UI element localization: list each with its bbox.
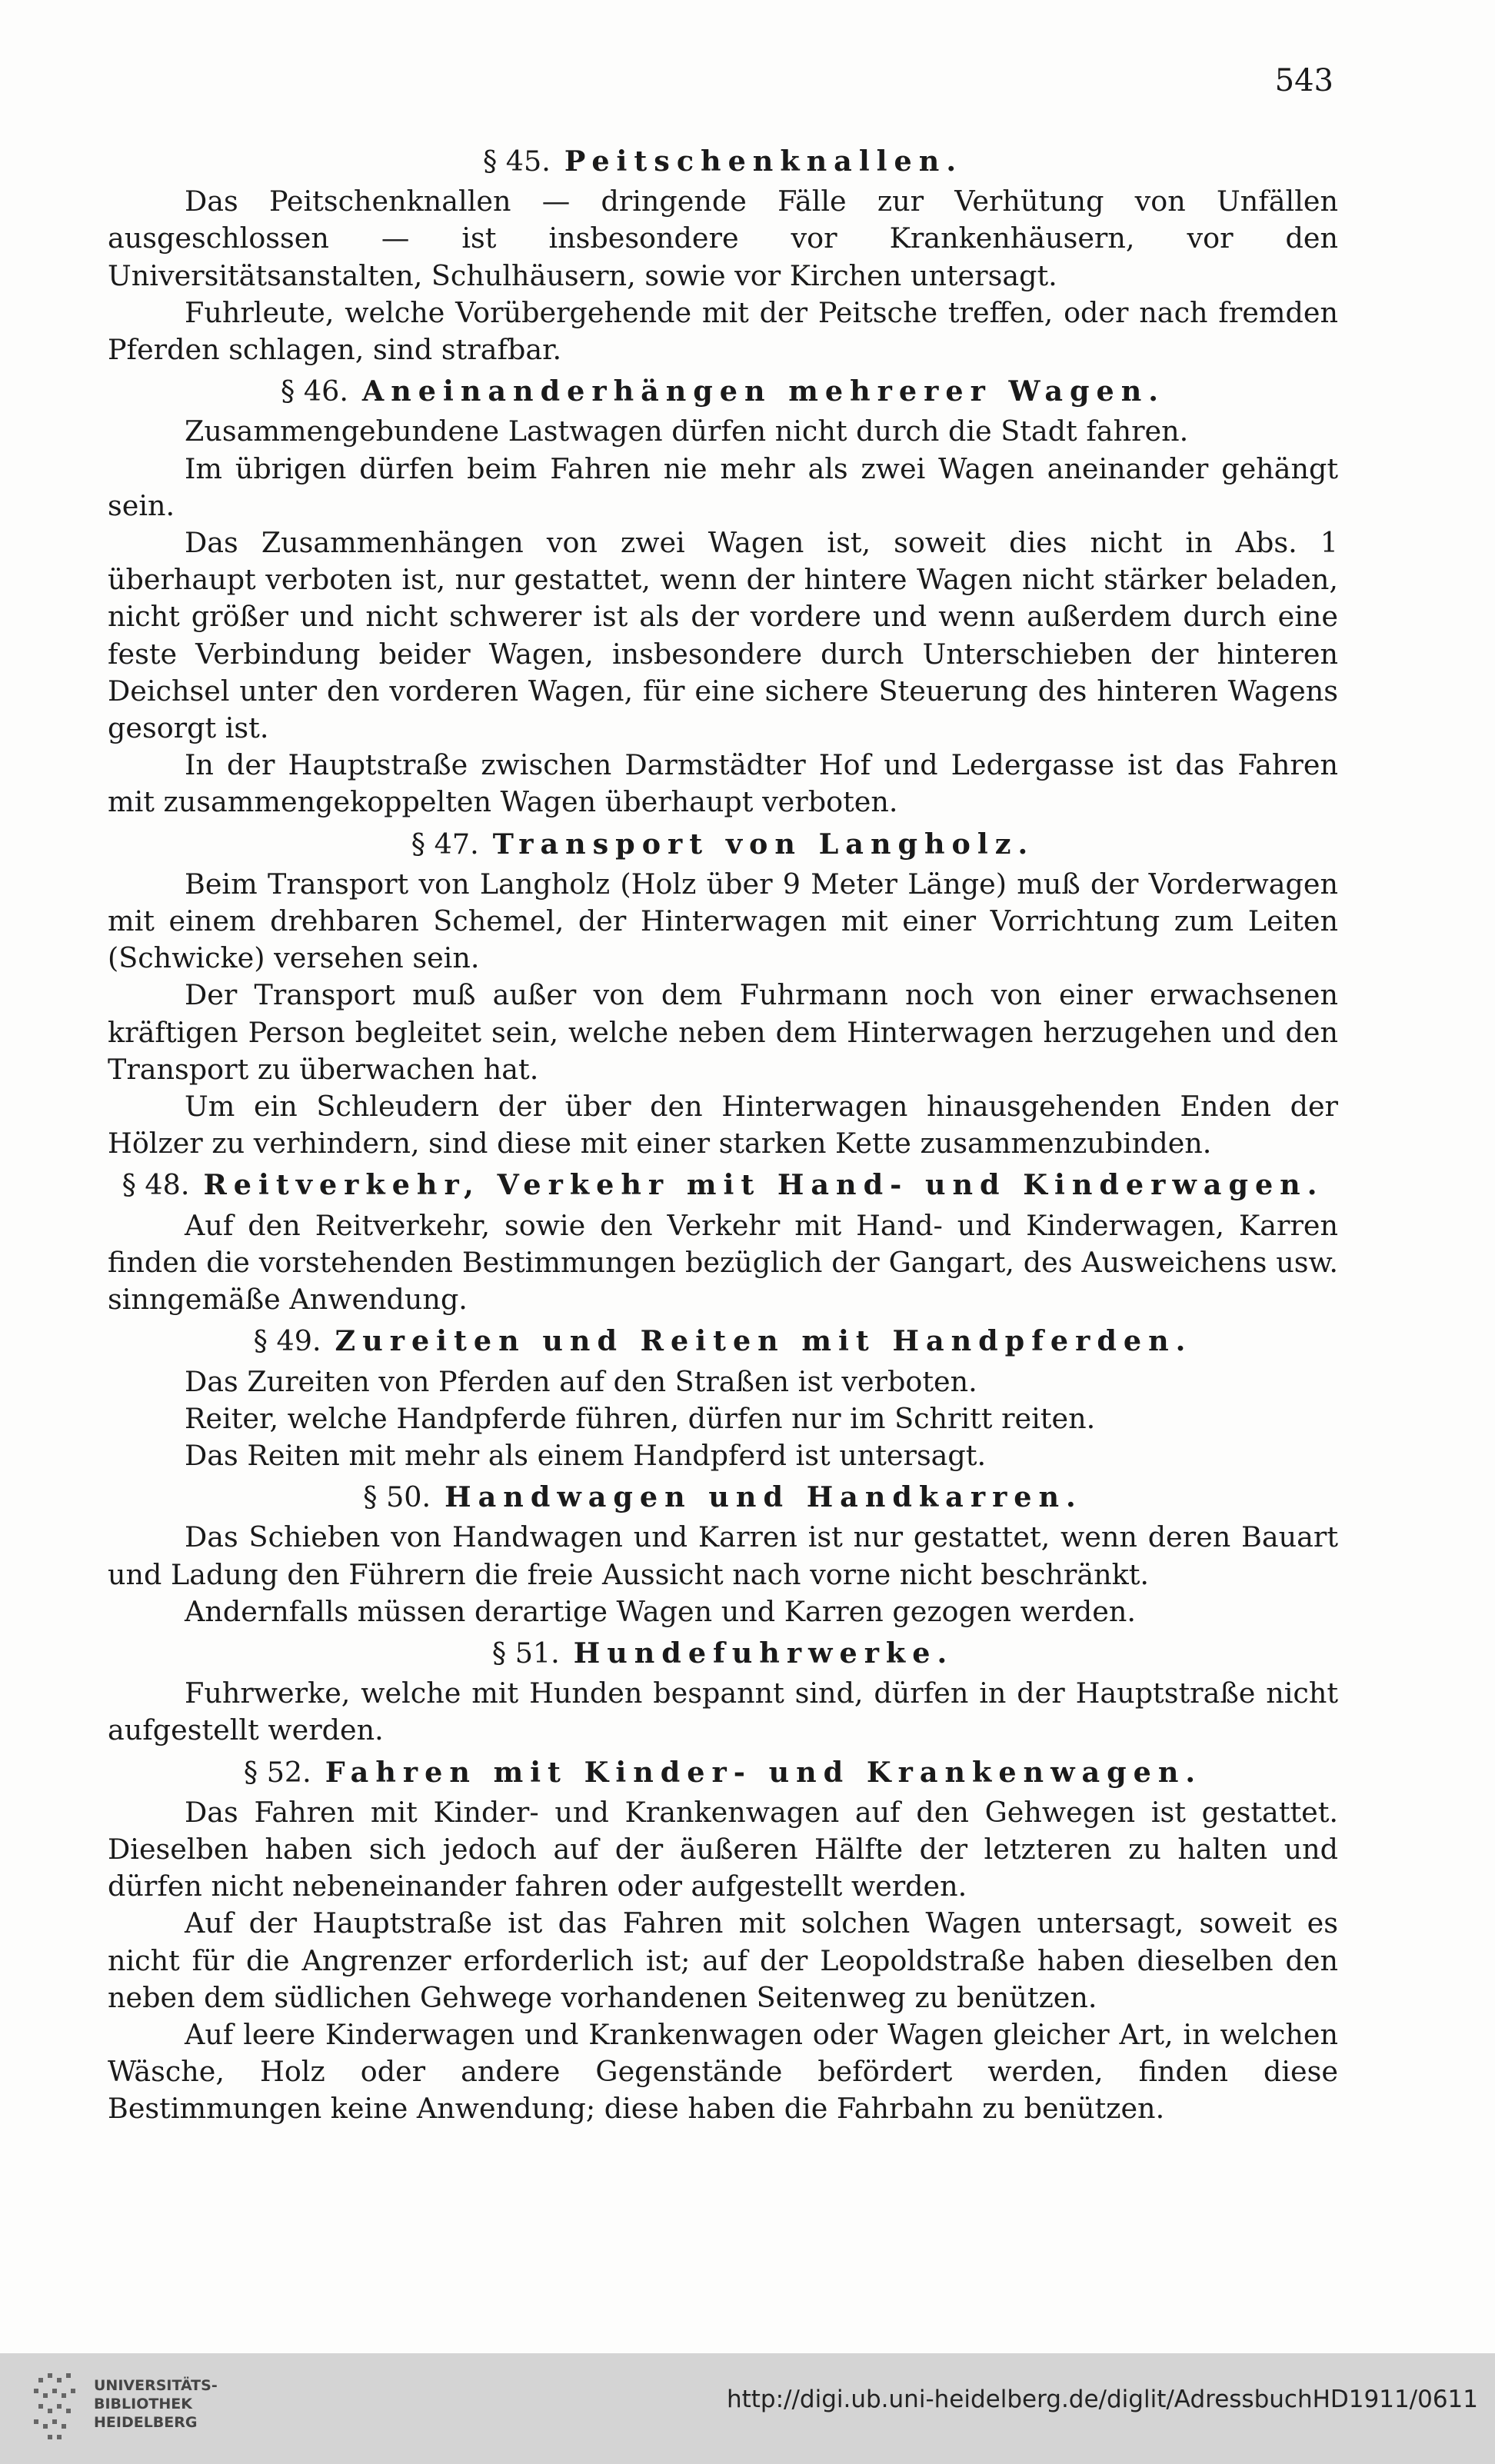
section-title: Handwagen und Handkarren.: [445, 1480, 1083, 1514]
section-number: § 50.: [363, 1480, 431, 1514]
university-seal-icon: [31, 2370, 85, 2444]
section-heading: [108, 1479, 1338, 1516]
paragraph: In der Hauptstraße zwischen Darmstädter Hof und Ledergasse ist das Fahren mit zusammengekoppelten Wagen überhaupt verboten.: [108, 748, 1338, 819]
paragraph: Fuhrleute, welche Vorübergehende mit der Peitsche treffen, oder nach fremden Pferden schlagen, sind strafbar.: [108, 295, 1338, 367]
section-heading: [108, 1754, 1338, 1791]
section-title: Hundefuhrwerke.: [573, 1636, 954, 1670]
paragraph: Reiter, welche Handpferde führen, dürfen nur im Schritt reiten.: [185, 1401, 1096, 1435]
paragraph: Auf leere Kinderwagen und Krankenwagen oder Wagen gleicher Art, in welchen Wäsche, Holz oder andere Gegenstände befördert werden, finden diese Bestimmungen keine Anwendung; diese haben die Fahrbahn zu benützen.: [108, 2017, 1338, 2126]
paragraph: Das Zusammenhängen von zwei Wagen ist, soweit dies nicht in Abs. 1 überhaupt verboten ist, nur gestattet, wenn der hintere Wagen nicht stärker beladen, nicht größer und nicht schwerer ist als der vordere und wenn außerdem durch eine feste Verbindung beider Wagen, insbesondere durch Unterschieben der hinteren Deichsel unter den vorderen Wagen, für eine sichere Steuerung des hinteren Wagens gesorgt ist.: [108, 526, 1338, 745]
section-title: Fahren mit Kinder- und Krankenwagen.: [325, 1755, 1203, 1789]
paragraph: Das Reiten mit mehr als einem Handpferd ist untersagt.: [185, 1438, 987, 1472]
section-title: Aneinanderhängen mehrerer Wagen.: [361, 375, 1165, 408]
paragraph: Fuhrwerke, welche mit Hunden bespannt sind, dürfen in der Hauptstraße nicht aufgestellt werden.: [108, 1677, 1338, 1747]
section-title: Transport von Langholz.: [492, 827, 1035, 861]
logo-line: UNIVERSITÄTS-: [94, 2377, 218, 2394]
section-title: Reitverkehr, Verkehr mit Hand- und Kinderwagen.: [203, 1168, 1324, 1202]
logo-line: BIBLIOTHEK: [94, 2396, 192, 2412]
logo-line: HEIDELBERG: [94, 2414, 198, 2431]
paragraph: Zusammengebundene Lastwagen dürfen nicht durch die Stadt fahren.: [185, 415, 1189, 448]
section-title: Peitschenknallen.: [564, 145, 964, 178]
paragraph: Auf den Reitverkehr, sowie den Verkehr mit Hand- und Kinderwagen, Karren finden die vorstehenden Bestimmungen bezüglich der Gangart, des Ausweichens usw. sinngemäße Anwendung.: [108, 1208, 1338, 1317]
document-body: [108, 138, 1338, 2128]
section-heading: [108, 826, 1338, 863]
paragraph: Das Fahren mit Kinder- und Krankenwagen auf den Gehwegen ist gestattet. Dieselben haben sich jedoch auf der äußeren Hälfte der letzteren zu halten und dürfen nicht nebeneinander fahren oder aufgestellt werden.: [108, 1795, 1338, 1903]
footer-bar: [0, 2353, 1495, 2464]
paragraph: Im übrigen dürfen beim Fahren nie mehr als zwei Wagen aneinander gehängt sein.: [108, 451, 1338, 522]
paragraph: Das Zureiten von Pferden auf den Straßen ist verboten.: [185, 1364, 977, 1398]
page-number: 543: [1274, 63, 1334, 98]
section-heading: [108, 143, 1338, 180]
paragraph: Das Schieben von Handwagen und Karren ist nur gestattet, wenn deren Bauart und Ladung den Führern die freie Aussicht nach vorne nicht beschränkt.: [108, 1520, 1338, 1591]
paragraph: Der Transport muß außer von dem Fuhrmann noch von einer erwachsenen kräftigen Person begleitet sein, welche neben dem Hinterwagen herzugehen und den Transport zu überwachen hat.: [108, 978, 1338, 1086]
section-heading: [108, 373, 1338, 410]
section-number: § 48.: [122, 1168, 190, 1202]
paragraph: Um ein Schleudern der über den Hinterwagen hinausgehenden Enden der Hölzer zu verhindern, sind diese mit einer starken Kette zusammenzubinden.: [108, 1090, 1338, 1160]
section-heading: [108, 1167, 1338, 1204]
section-number: § 45.: [482, 145, 551, 178]
section-heading: [108, 1323, 1338, 1360]
section-number: § 52.: [243, 1755, 311, 1789]
library-logo-text: [94, 2376, 218, 2432]
section-number: § 49.: [253, 1324, 321, 1358]
section-heading: [108, 1635, 1338, 1672]
section-title: Zureiten und Reiten mit Handpferden.: [335, 1324, 1193, 1358]
source-url-link[interactable]: http://digi.ub.uni-heidelberg.de/diglit/AdressbuchHD1911/0611: [726, 2386, 1478, 2413]
paragraph: Das Peitschenknallen — dringende Fälle zur Verhütung von Unfällen ausgeschlossen — ist insbesondere vor Krankenhäusern, vor den Universitätsanstalten, Schulhäusern, sowie vor Kirchen untersagt.: [108, 185, 1338, 292]
section-number: § 51.: [491, 1636, 560, 1670]
section-number: § 47.: [411, 827, 479, 861]
paragraph: Auf der Hauptstraße ist das Fahren mit solchen Wagen untersagt, soweit es nicht für die Angrenzer erforderlich ist; auf der Leopoldstraße haben dieselben den neben dem südlichen Gehwege vorhandenen Seitenweg zu benützen.: [108, 1906, 1338, 2014]
section-number: § 46.: [281, 375, 348, 408]
paragraph: Andernfalls müssen derartige Wagen und Karren gezogen werden.: [185, 1594, 1136, 1628]
paragraph: Beim Transport von Langholz (Holz über 9 Meter Länge) muß der Vorderwagen mit einem drehbaren Schemel, der Hinterwagen mit einer Vorrichtung zum Leiten (Schwicke) versehen sein.: [108, 867, 1338, 975]
